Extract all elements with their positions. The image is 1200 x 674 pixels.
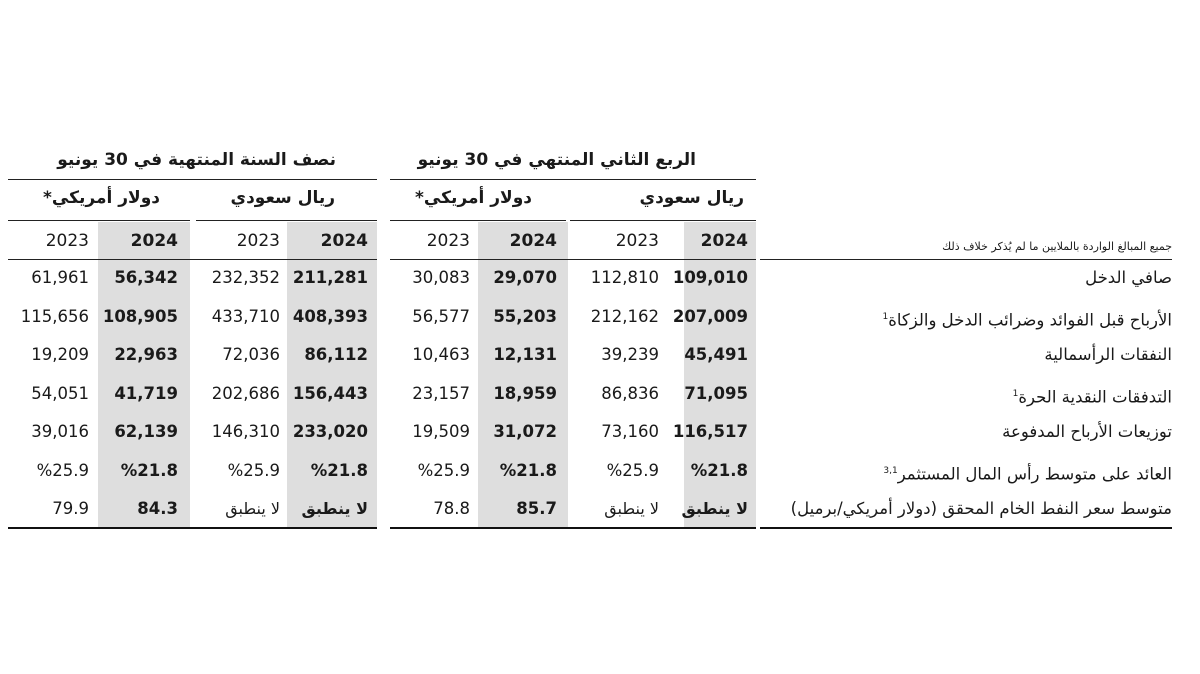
cell-h1-sar-2024: 156,443 <box>292 383 368 403</box>
cell-h1-usd-2024: 22,963 <box>114 345 178 364</box>
cell-q2-usd-2024: 55,203 <box>493 306 557 326</box>
year-header-h1-usd-2023: 2023 <box>45 231 89 251</box>
cell-q2-sar-2024: 71,095 <box>684 383 748 403</box>
cell-h1-sar-2023: 72,036 <box>222 345 280 364</box>
units-note: جميع المبالغ الواردة بالملايين ما لم يُذكر خلاف ذلك <box>942 240 1172 253</box>
cell-h1-sar-2024: %21.8 <box>310 460 368 480</box>
cell-q2-usd-2023: 10,463 <box>412 345 470 364</box>
cell-h1-usd-2023: %25.9 <box>36 460 89 480</box>
cell-q2-usd-2023: 23,157 <box>412 383 470 403</box>
row-label-text: العائد على متوسط رأس المال المستثمر <box>897 464 1172 483</box>
year-header-h1-usd-2024: 2024 <box>130 231 178 251</box>
cell-h1-usd-2023: 39,016 <box>31 422 89 441</box>
row-label <box>1013 374 1172 414</box>
cell-h1-sar-2024: 408,393 <box>292 306 368 326</box>
cell-h1-sar-2024: 86,112 <box>304 345 368 364</box>
cell-q2-sar-2024: 45,491 <box>684 345 748 364</box>
row-label-text: صافي الدخل <box>1085 268 1172 287</box>
year-header-q2-sar-2023: 2023 <box>615 231 659 251</box>
footnote-marker: 3,1 <box>883 465 898 476</box>
divider-cur-q2-sar <box>570 220 756 221</box>
divider-group-h1 <box>8 179 377 180</box>
cell-h1-usd-2023: 115,656 <box>20 306 89 326</box>
year-header-q2-usd-2024: 2024 <box>509 231 557 251</box>
year-header-q2-usd-2023: 2023 <box>426 231 470 251</box>
cell-q2-sar-2023: 212,162 <box>590 306 659 326</box>
year-header-q2-sar-2024: 2024 <box>700 231 748 251</box>
currency-label-h1-usd: دولار أمريكي* <box>43 188 160 208</box>
cell-q2-usd-2024: %21.8 <box>499 460 557 480</box>
footnote-marker: 1 <box>1012 388 1019 399</box>
cell-q2-usd-2023: 30,083 <box>412 268 470 287</box>
cell-q2-usd-2024: 85.7 <box>516 499 557 518</box>
cell-q2-usd-2024: 31,072 <box>493 422 557 441</box>
cell-h1-sar-2023: 232,352 <box>211 268 280 287</box>
cell-q2-usd-2023: 56,577 <box>412 306 470 326</box>
row-label-text: النفقات الرأسمالية <box>1044 345 1172 364</box>
cell-q2-usd-2023: %25.9 <box>417 460 470 480</box>
currency-label-h1-sar: ريال سعودي <box>230 188 335 208</box>
cell-q2-usd-2023: 19,509 <box>412 422 470 441</box>
row-label <box>1044 335 1172 375</box>
cell-h1-sar-2024: 233,020 <box>292 422 368 441</box>
cell-h1-sar-2023: 433,710 <box>211 306 280 326</box>
cell-q2-sar-2023: 39,239 <box>601 345 659 364</box>
cell-h1-usd-2023: 79.9 <box>52 499 89 518</box>
currency-label-q2-sar: ريال سعودي <box>639 188 744 208</box>
cell-h1-usd-2024: 56,342 <box>114 268 178 287</box>
row-label <box>791 489 1172 529</box>
row-label <box>883 451 1172 491</box>
row-label <box>882 297 1172 337</box>
row-label <box>1085 258 1172 298</box>
currency-label-q2-usd: دولار أمريكي* <box>415 188 532 208</box>
table-bottom-rule-h1 <box>8 527 377 529</box>
cell-h1-sar-2023: لا ينطبق <box>225 499 280 518</box>
divider-cur-h1-usd <box>8 220 190 221</box>
cell-h1-sar-2023: 146,310 <box>211 422 280 441</box>
cell-q2-sar-2024: 116,517 <box>672 422 748 441</box>
group-title-q2: الربع الثاني المنتهي في 30 يونيو <box>417 150 696 170</box>
cell-q2-sar-2024: لا ينطبق <box>681 499 748 518</box>
cell-q2-usd-2023: 78.8 <box>433 499 470 518</box>
cell-h1-sar-2023: 202,686 <box>211 383 280 403</box>
cell-h1-usd-2023: 19,209 <box>31 345 89 364</box>
divider-group-q2 <box>390 179 756 180</box>
cell-q2-usd-2024: 29,070 <box>493 268 557 287</box>
cell-q2-sar-2023: %25.9 <box>606 460 659 480</box>
row-label-text: الأرباح قبل الفوائد وضرائب الدخل والزكاة <box>888 310 1172 329</box>
row-label-text: توزيعات الأرباح المدفوعة <box>1002 422 1172 441</box>
cell-q2-sar-2023: 112,810 <box>590 268 659 287</box>
cell-q2-sar-2023: لا ينطبق <box>604 499 659 518</box>
cell-h1-usd-2023: 61,961 <box>31 268 89 287</box>
cell-h1-sar-2023: %25.9 <box>227 460 280 480</box>
year-header-h1-sar-2024: 2024 <box>320 231 368 251</box>
divider-cur-h1-sar <box>196 220 377 221</box>
row-label-text: متوسط سعر النفط الخام المحقق (دولار أمريكي/برميل) <box>790 499 1172 518</box>
cell-h1-sar-2024: لا ينطبق <box>301 499 368 518</box>
cell-q2-sar-2023: 73,160 <box>601 422 659 441</box>
cell-h1-usd-2024: 84.3 <box>137 499 178 518</box>
table-bottom-rule-q2 <box>390 527 756 529</box>
divider-cur-q2-usd <box>390 220 566 221</box>
cell-q2-sar-2023: 86,836 <box>601 383 659 403</box>
footnote-marker: 1 <box>882 311 889 322</box>
cell-h1-usd-2024: 41,719 <box>114 383 178 403</box>
year-header-h1-sar-2023: 2023 <box>236 231 280 251</box>
cell-h1-sar-2024: 211,281 <box>292 268 368 287</box>
cell-h1-usd-2024: 62,139 <box>114 422 178 441</box>
cell-q2-sar-2024: %21.8 <box>690 460 748 480</box>
table-bottom-rule-label <box>760 527 1172 529</box>
cell-q2-sar-2024: 109,010 <box>672 268 748 287</box>
cell-h1-usd-2023: 54,051 <box>31 383 89 403</box>
cell-h1-usd-2024: %21.8 <box>120 460 178 480</box>
cell-q2-usd-2024: 18,959 <box>493 383 557 403</box>
cell-h1-usd-2024: 108,905 <box>102 306 178 326</box>
row-label-text: التدفقات النقدية الحرة <box>1018 387 1172 406</box>
cell-q2-sar-2024: 207,009 <box>672 306 748 326</box>
group-title-h1: نصف السنة المنتهية في 30 يونيو <box>57 150 336 170</box>
row-label <box>1002 412 1172 452</box>
cell-q2-usd-2024: 12,131 <box>493 345 557 364</box>
